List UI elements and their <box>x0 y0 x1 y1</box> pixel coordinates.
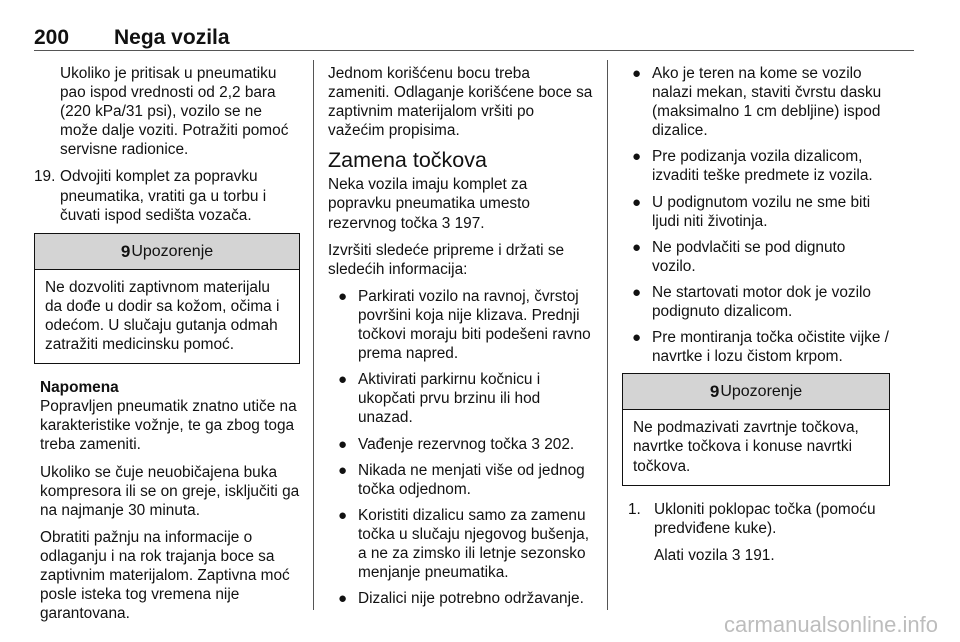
warning-box <box>622 373 890 485</box>
warning-box <box>34 233 300 364</box>
step-text: Ukloniti poklopac točka (pomoću predviđene kuke). <box>654 500 876 537</box>
list-item <box>622 328 890 366</box>
safety-list <box>622 64 890 366</box>
list-item <box>328 589 594 608</box>
bullet-icon: ● <box>632 148 642 166</box>
header-rule <box>34 50 914 51</box>
step-number: 1. <box>628 500 641 518</box>
bullet-icon: ● <box>632 238 642 256</box>
list-item <box>622 193 890 231</box>
list-item-text: U podignutom vozilu ne sme biti ljudi niti životinja. <box>652 193 871 230</box>
column-divider-2 <box>607 60 608 610</box>
continued-paragraph: Ukoliko je pritisak u pneumatiku pao ispod vrednosti od 2,2 bara (220 kPa/31 psi), vozilo se ne može dalje voziti. Potražiti pomoć servisne radionice. <box>60 65 289 159</box>
list-item-text: Nikada ne menjati više od jednog točka odjednom. <box>358 461 585 498</box>
list-item-text: Pre podizanja vozila dizalicom, izvaditi teške predmete iz vozila. <box>652 148 873 185</box>
warning-header <box>35 234 299 270</box>
bullet-icon: ● <box>338 371 348 389</box>
bullet-icon: ● <box>338 461 348 479</box>
bullet-icon: ● <box>338 435 348 453</box>
step-1 <box>628 500 890 538</box>
warning-header <box>623 374 889 410</box>
warning-title: Upozorenje <box>131 242 214 260</box>
bullet-icon: ● <box>632 193 642 211</box>
disposal-paragraph: Jednom korišćenu bocu treba zameniti. Odlaganje korišćene boce sa zaptivnim materijalom vršiti po važećim propisima. <box>328 65 593 140</box>
list-item-text: Dizalici nije potrebno održavanje. <box>358 590 584 608</box>
bullet-icon: ● <box>632 329 642 347</box>
preparation-list <box>328 287 594 608</box>
note-title: Napomena <box>40 379 119 397</box>
warning-icon: 9 <box>120 241 131 261</box>
list-item-text: Aktivirati parkirnu kočnicu i ukopčati prvu brzinu ili hod unazad. <box>358 371 541 427</box>
list-item-text: Pre montiranja točka očistite vijke / navrtke i lozu čistom krpom. <box>652 329 889 366</box>
column-divider-1 <box>313 60 314 610</box>
column-2 <box>328 64 594 615</box>
note <box>34 378 300 623</box>
list-item-text: Koristiti dizalicu samo za zamenu točka u slučaju njegovog bušenja, a ne za zimsko ili letnje sezonsko menjanje pneumatika. <box>358 506 590 582</box>
list-item <box>328 370 594 427</box>
list-item <box>622 283 890 321</box>
section-heading: Zamena točkova <box>328 148 487 173</box>
column-3 <box>622 64 890 573</box>
section-title: Nega vozila <box>114 26 230 49</box>
bullet-icon: ● <box>338 590 348 608</box>
page-header <box>34 26 914 50</box>
step-number: 19. <box>34 168 56 186</box>
warning-title: Upozorenje <box>720 383 803 401</box>
intro-paragraph: Neka vozila imaju komplet za popravku pneumatika umesto rezervnog točka 3 197. <box>328 176 530 232</box>
list-item <box>622 64 890 140</box>
list-item <box>622 238 890 276</box>
step-subtext: Alati vozila 3 191. <box>654 546 775 564</box>
note-paragraph: Ukoliko se čuje neuobičajena buka kompresora ili se on greje, isključiti ga na najmanje 30 minuta. <box>40 463 300 519</box>
page-number: 200 <box>34 26 70 49</box>
list-item <box>328 506 594 582</box>
list-item-text: Parkirati vozilo na ravnoj, čvrstoj površini koja nije klizava. Prednji točkovi moraju biti podešeni ravno prema napred. <box>358 287 591 363</box>
list-item <box>328 435 594 454</box>
list-item-text: Ne startovati motor dok je vozilo podignuto dizalicom. <box>652 283 871 321</box>
list-item-text: Ne podvlačiti se pod dignuto vozilo. <box>652 238 846 275</box>
list-item-text: Ako je teren na kome se vozilo nalazi mekan, staviti čvrstu dasku (maksimalno 1 cm debljine) ispod dizalice. <box>652 65 882 140</box>
step-text: Odvojiti komplet za popravku pneumatika, vratiti ga u torbu i čuvati ispod sedišta vozača. <box>60 168 267 224</box>
note-paragraph: Obratiti pažnju na informacije o odlaganju i na rok trajanja boce sa zaptivnim materijalom. Zaptivna moć posle isteka tog vremena nije garantovana. <box>40 528 290 623</box>
preparation-paragraph: Izvršiti sledeće pripreme i držati se sledećih informacija: <box>328 241 565 278</box>
watermark: carmanualsonline.info <box>723 612 938 637</box>
warning-text: Ne podmazivati zavrtnje točkova, navrtke točkova i konuse navrtki točkova. <box>633 419 859 475</box>
bullet-icon: ● <box>338 506 348 524</box>
list-item <box>622 147 890 185</box>
bullet-icon: ● <box>632 65 642 82</box>
list-item <box>328 461 594 499</box>
list-item <box>328 287 594 363</box>
note-paragraph: Popravljen pneumatik znatno utiče na karakteristike vožnje, te ga zbog toga treba zameniti. <box>40 398 297 454</box>
warning-text: Ne dozvoliti zaptivnom materijalu da dođe u dodir sa kožom, očima i odećom. U slučaju gutanja odmah zatražiti medicinsku pomoć. <box>45 278 280 354</box>
step-19 <box>34 167 300 224</box>
bullet-icon: ● <box>338 287 348 305</box>
warning-icon: 9 <box>709 382 720 402</box>
column-1 <box>34 64 300 631</box>
bullet-icon: ● <box>632 283 642 301</box>
list-item-text: Vađenje rezervnog točka 3 202. <box>358 435 575 453</box>
